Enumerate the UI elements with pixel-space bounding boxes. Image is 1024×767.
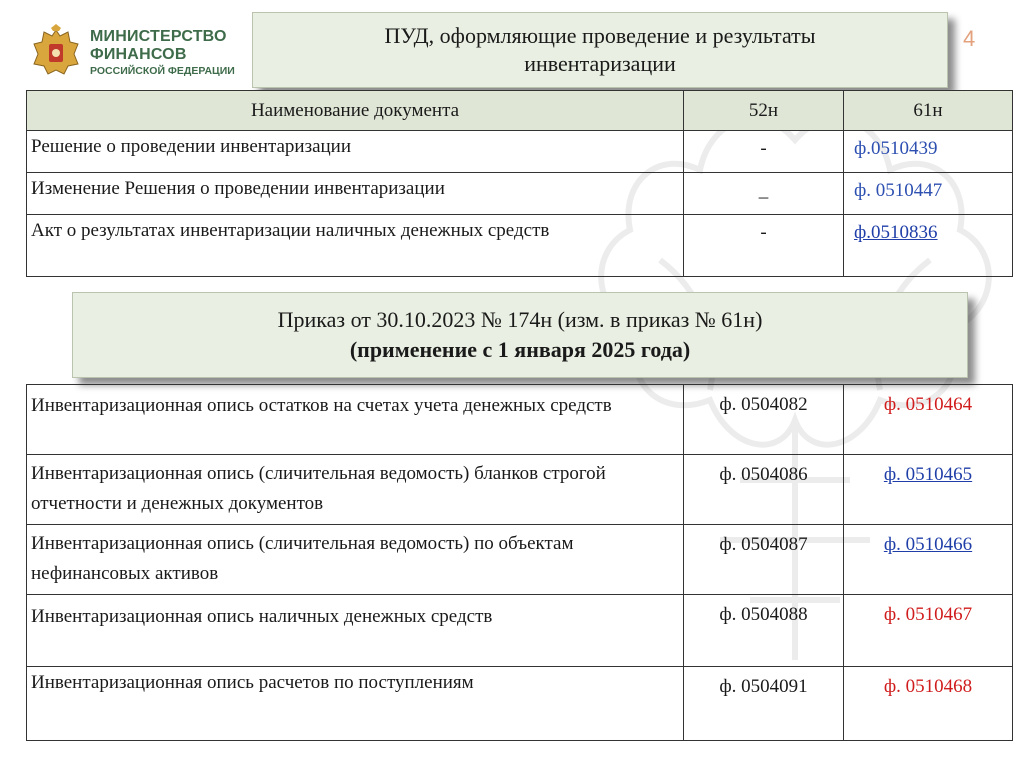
form-52n: ф. 0504091 bbox=[684, 667, 844, 741]
logo-line-1: МИНИСТЕРСТВО bbox=[90, 28, 227, 45]
form-61n: ф. 0510468 bbox=[844, 667, 1013, 741]
header-document-name: Наименование документа bbox=[27, 91, 684, 131]
table-row bbox=[27, 131, 1013, 173]
table-row bbox=[27, 455, 1013, 525]
form-52n: - bbox=[684, 131, 844, 173]
logo-line-2: ФИНАНСОВ bbox=[90, 46, 187, 63]
form-52n: - bbox=[684, 215, 844, 277]
order-line-1: Приказ от 30.10.2023 № 174н (изм. в приказ № 61н) bbox=[277, 307, 763, 332]
form-61n: ф. 0510467 bbox=[844, 595, 1013, 667]
order-line-2: (применение с 1 января 2025 года) bbox=[349, 337, 691, 362]
form-61n-link[interactable]: ф. 0510465 bbox=[883, 464, 973, 485]
form-61n: ф. 0510464 bbox=[844, 385, 1013, 455]
form-52n: _ bbox=[684, 173, 844, 215]
table-row bbox=[27, 385, 1013, 455]
document-name: Инвентаризационная опись расчетов по поступлениям bbox=[27, 667, 684, 741]
table-row bbox=[27, 215, 1013, 277]
document-name: Решение о проведении инвентаризации bbox=[27, 131, 684, 173]
document-name: Инвентаризационная опись (сличительная ведомость) бланков строгой отчетности и денежных документов bbox=[27, 455, 684, 525]
logo-line-3: РОССИЙСКОЙ ФЕДЕРАЦИИ bbox=[90, 65, 235, 77]
title-line-2: инвентаризации bbox=[524, 51, 676, 76]
slide-title bbox=[252, 12, 948, 88]
title-line-1: ПУД, оформляющие проведение и результаты bbox=[384, 23, 816, 48]
form-52n: ф. 0504086 bbox=[684, 455, 844, 525]
document-name: Инвентаризационная опись остатков на счетах учета денежных средств bbox=[27, 385, 684, 455]
form-52n: ф. 0504087 bbox=[684, 525, 844, 595]
document-name: Инвентаризационная опись наличных денежных средств bbox=[27, 595, 684, 667]
form-52n: ф. 0504088 bbox=[684, 595, 844, 667]
form-61n-link[interactable]: ф. 0510466 bbox=[883, 534, 973, 555]
documents-table bbox=[26, 90, 1013, 277]
form-52n: ф. 0504082 bbox=[684, 385, 844, 455]
document-name: Акт о результатах инвентаризации наличных денежных средств bbox=[27, 215, 684, 277]
header-61n: 61н bbox=[844, 91, 1013, 131]
table-header-row bbox=[27, 91, 1013, 131]
header-52n: 52н bbox=[684, 91, 844, 131]
document-name: Инвентаризационная опись (сличительная ведомость) по объектам нефинансовых активов bbox=[27, 525, 684, 595]
table-row bbox=[27, 525, 1013, 595]
inventory-forms-table bbox=[26, 384, 1013, 741]
form-61n: ф. 0510447 bbox=[844, 173, 1013, 215]
document-name: Изменение Решения о проведении инвентаризации bbox=[27, 173, 684, 215]
table-row bbox=[27, 595, 1013, 667]
table-row bbox=[27, 173, 1013, 215]
ministry-logo bbox=[30, 22, 250, 84]
form-61n: ф.0510439 bbox=[844, 131, 1013, 173]
table-row bbox=[27, 667, 1013, 741]
coat-of-arms-icon bbox=[30, 24, 82, 82]
form-61n-link[interactable]: ф.0510836 bbox=[854, 222, 938, 243]
order-banner bbox=[72, 292, 968, 378]
page-number: 4 bbox=[963, 26, 976, 51]
